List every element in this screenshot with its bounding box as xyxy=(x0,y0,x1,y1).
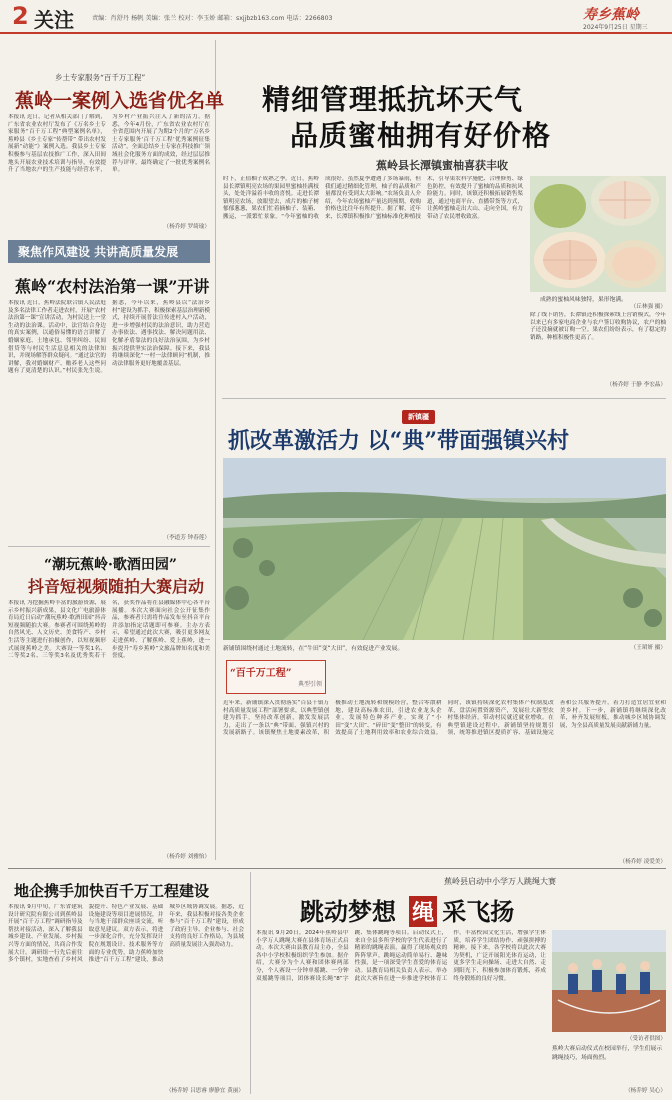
feature-author: （杨乔婷 凌爱美） xyxy=(619,859,666,865)
issue-date: 2024年9月25日 星期三 xyxy=(583,24,648,31)
article5-headline-right: 采飞扬 xyxy=(442,897,515,926)
rope-skipping-photographer: （受访者供图） xyxy=(626,1036,666,1042)
lead-side-body: 除了线下销售，长潭镇还积极探索线上营销模式，今年以来已有多家电商企业与农户签订收购协议，农户的柚子还没摘就被订购一空。果农们纷纷表示，有了稳定的销路，种植积极性更高了。 xyxy=(530,312,666,341)
sidebox-subtitle: 典型引领 xyxy=(297,681,322,688)
feature-headline: 抓改革激活力 以“典”带面强镇兴村 xyxy=(228,428,569,454)
column-divider xyxy=(215,40,216,860)
article3-author: （杨乔婷 刘雅怡） xyxy=(163,854,210,860)
pomelo-photo xyxy=(530,176,666,292)
page-number: 2 xyxy=(12,2,29,30)
article3-kicker: “潮玩蕉岭·歌酒田园” xyxy=(44,557,177,573)
article5-author: （杨乔婷 吴心） xyxy=(625,1088,666,1094)
lead-headline-line1: 精细管理抵抗坏天气 xyxy=(262,83,524,116)
feature-badge: 新镇疆 xyxy=(402,410,435,424)
divider xyxy=(8,868,666,869)
article3-headline: 抖音短视频随拍大赛启动 xyxy=(28,577,205,596)
aerial-farmland-illustration xyxy=(223,458,666,640)
masthead xyxy=(0,0,672,34)
rope-skipping-illustration xyxy=(552,930,666,1032)
article1-body: 本报讯 近日，记者从相关部门了解到，广东省农业农村厅发布了《万名乡土专家服务“百千万工程”典型案例名单》，蕉岭县《乡土专家“传帮带” 带出农村发展新“动能”》案例入选。我县乡土专家积极参与基层农技推广工作，深入田间地头开展农业技术培训与指导，有效提升了当地农户的生产技能与经营水平，为乡村产业振兴注入了新的活力。据悉，今年4月份，广东省农业农村厅在全省范围内开展了为期2个月的“万名乡土专家服务‘百千万工程’优秀案例征集活动”，全面总结乡土专家在科技推广领域社会化服务方面的成效，经过层层推荐与评审，最终确定了一批优秀案例名单。 xyxy=(8,114,210,174)
article1-author: （杨乔婷 罗绮瑜） xyxy=(163,224,210,230)
lead-headline-line2: 品质蜜柚拥有好价格 xyxy=(290,119,552,152)
feature-photographer: （王珺妍 摄） xyxy=(630,645,666,651)
lead-body: 时下，正值柚子成熟之季。近日，蕉岭县长潭镇明亮农场的果园里蜜柚挂满枝头，处处洋溢着丰收的喜悦。走进长潭镇明亮农场，放眼望去，成片的柚子树郁郁葱葱，果农们忙着摘柚子、装箱、搬运，一派繁忙景象。“今年蜜柚的收成很好，虽然夏季遭遇了多场暴雨，但我们通过精细化管理，柚子的品质和产量都没有受到太大影响。”农场负责人介绍，今年农场蜜柚产量达到预期，收购价格也比往年有所提升。据了解，近年来，长潭镇积极推广蜜柚标准化种植技术，引导果农科学施肥、合理修剪、绿色防控，有效提升了蜜柚的品质和抗风险能力。同时，该镇还积极拓展销售渠道，通过电商平台、直播带货等方式，让蕉岭蜜柚走出大山、走向全国，有力带动了农民增收致富。 xyxy=(223,176,523,220)
article4-headline: 地企携手加快百千万工程建设 xyxy=(14,882,210,900)
feature-sidebox xyxy=(226,660,326,694)
section-banner: 聚焦作风建设 共讲高质量发展 xyxy=(8,240,210,263)
article4-author: （杨乔婷 吕思睿 廖静宜 黄丽） xyxy=(165,1088,244,1094)
article2-author: （李道芳 钟春莲） xyxy=(163,535,210,541)
article1-kicker: 乡土专家服务“百千万工程” xyxy=(55,73,146,82)
section-title: 关注 xyxy=(34,8,74,32)
pomelo-photographer: （丘林强 摄） xyxy=(630,304,666,310)
feature-aerial-photo xyxy=(223,458,666,640)
article2-headline: 蕉岭“农村法治第一课”开讲 xyxy=(15,277,210,296)
sidebox-title: “百千万工程” xyxy=(230,668,292,679)
credits-line: 责编：肖舒丹 杨帆 美编：张兰 校对：李玉娇 邮箱：sxjjbzb163.com 电话：2266803 xyxy=(92,15,333,22)
divider xyxy=(8,546,210,547)
article5-kicker: 蕉岭县启动中小学万人跳绳大赛 xyxy=(444,877,556,886)
article5-headline-left: 跳动梦想 xyxy=(300,897,396,926)
rope-skipping-photo xyxy=(552,930,666,1032)
column-divider xyxy=(250,872,251,1094)
article5-headline xyxy=(300,892,514,927)
pomelo-illustration xyxy=(530,176,666,292)
article1-headline: 蕉岭一案例入选省优名单 xyxy=(15,90,225,112)
lead-subhead: 蕉岭县长潭镇蜜柚喜获丰收 xyxy=(376,159,508,172)
rope-skipping-caption: 蕉岭大赛启动仪式在校园举行，学生们展示跳绳技巧，场面热烈。 xyxy=(552,1046,663,1061)
article2-body: 本报讯 近日，蕉岭法院联合镇人民法庭及多名法律工作者走进农村，开展“农村法治第一课”宣讲活动，为村民送上一堂生动的法治课。活动中，法官结合身边的真实案例，以通俗易懂的语言讲解了婚姻家庭、土地承包、邻里纠纷、民间借贷等与村民生活息息相关的法律知识，并现场解答群众疑问。“通过法官的讲解，我对婚姻财产、赡养老人这些问题有了更清楚的认识。”村民张先生说。据悉，今年以来，蕉岭县以“法治乡村”建设为抓手，积极探索基层治理新模式，持续开展普法宣传进村入户活动，进一步增强村民的法治意识，助力营造办事依法、遇事找法、解决问题用法、化解矛盾靠法的良好法治氛围，为乡村振兴提供坚实法治保障。接下来，我县将继续深化“一村一法律顾问”机制，推动法律服务更好地覆盖基层。 xyxy=(8,300,210,375)
article4-body: 本报讯 9月中旬，广东省建筑设计研究院有限公司到蕉岭县开展“百千万工程”调研指导及帮扶对接活动，深入了解我县城乡建设、产业发展、乡村振兴等方面的情况，共商合作发展大计。调研组一行先后前往多个镇村，实地查看了乡村风貌提升、特色产业发展、基础设施建设等项目进展情况，并与当地干部群众座谈交流，听取意见建议。双方表示，将进一步深化合作，充分发挥设计院在规划设计、技术服务等方面的专业优势，助力蕉岭加快推进“百千万工程”建设，推动城乡区域协调发展。据悉，近年来，我县积极对接各类企业参与“百千万工程”建设，形成了政府主导、企业参与、社会支持的良好工作格局，为县域高质量发展注入强劲动力。 xyxy=(8,904,244,964)
article5-headline-box: 绳 xyxy=(409,896,437,927)
pomelo-caption: 成熟的蜜柚风味独特，果形饱满。 xyxy=(540,297,627,303)
lead-author: （杨乔婷 于静 李宏晶） xyxy=(606,382,666,388)
article3-body: 本报讯 为挖掘蕉岭丰富的旅游资源，展示乡村振兴新成果，县文化广电旅游体育局近日启动“潮玩蕉岭·歌酒田园”抖音短视频随拍大赛。参赛者可围绕蕉岭的自然风光、人文历史、美食特产、乡村生活等主题进行拍摄创作，以短视频形式展现蕉岭之美。大赛设一等奖1名、二等奖2名、三等奖3名及优秀奖若干名，获奖作品将在县融媒体中心各平台展播。本次大赛面向社会公开征集作品，参赛者只需将作品发布至抖音平台并添加指定话题即可参赛。主办方表示，希望通过此次大赛，吸引更多网友走进蕉岭、了解蕉岭、爱上蕉岭，进一步提升“寿乡蕉岭”文旅品牌知名度和美誉度。 xyxy=(8,600,210,660)
article5-body: 本报讯 9月20日，2024年蕉岭县中小学万人跳绳大赛在县体育场正式启动。本次大赛由县教育局主办，全县各中小学校积极组织学生参加。据介绍，大赛分为个人赛和团体赛两部分，个人赛设一分钟单摇跳、一分钟双摇跳等项目，团体赛设长绳“8”字跳、集体跳绳等项目。启动仪式上，来自全县多所学校的学生代表进行了精彩的跳绳表演，赢得了现场观众的阵阵掌声。跳绳运动简单易行、趣味性强，是一项深受学生喜爱的体育运动。县教育局相关负责人表示，举办此次大赛旨在进一步推进学校体育工作，丰富校园文化生活，增强学生体质，培养学生团结协作、顽强拼搏的精神。接下来，各学校将以此次大赛为契机，广泛开展阳光体育运动，让更多学生走向操场、走进大自然、走到阳光下，积极参加体育锻炼，养成终身锻炼的良好习惯。 xyxy=(256,930,546,982)
divider xyxy=(222,398,666,399)
newspaper-logo: 寿乡蕉岭 xyxy=(583,7,639,23)
feature-photo-caption: 新铺镇围绕村通过土地流转，在“牛田”变“大田”，有效促进产业发展。 xyxy=(223,646,404,652)
feature-body: 近年来，新铺镇深入贯彻落实“百县千镇万村高质量发展工程”部署要求，以典型镇创建为抓手，坚持改革创新，激发发展活力，走出了一条以“典”带面、强镇兴村的发展新路子。该镇聚焦土地要素改革，积极推动土地流转和规模经营，整合零散耕地，建设高标准农田，引进农业龙头企业，发展特色种养产业，实现了“小田”变“大田”、“碎田”变“整田”的转变，有效提高了土地利用效率和农业综合效益。同时，该镇持续深化农村集体产权制度改革，盘活闲置资源资产，发展壮大新型农村集体经济，带动村民就近就业增收。在典型镇建设过程中，新铺镇坚持规划引领，统筹推进镇区提质扩容、基础设施完善和公共服务提升，着力打造宜居宜业和美乡村。下一步，新铺镇将继续深化改革，补齐发展短板，推动城乡区域协调发展，为全县高质量发展贡献新铺力量。 xyxy=(223,700,666,737)
